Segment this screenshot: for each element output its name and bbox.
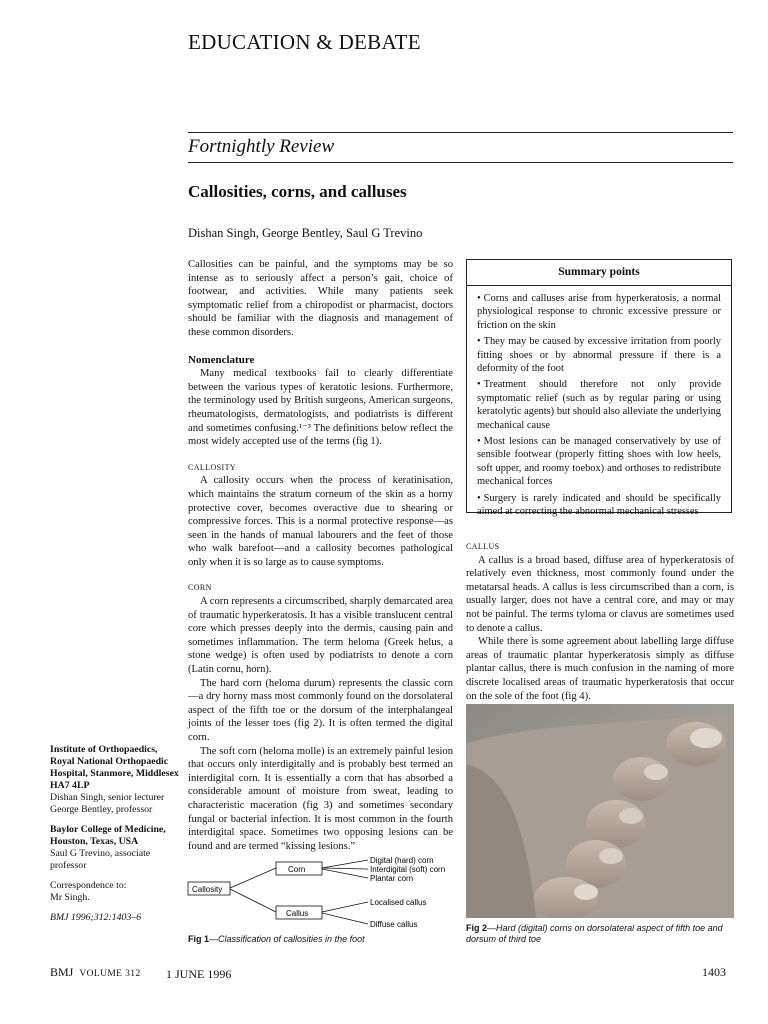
corn-type-label: Plantar corn: [370, 874, 414, 883]
callosity-label: Callosity: [192, 885, 223, 894]
series-title: Fortnightly Review: [188, 136, 335, 157]
corn-type-label: Interdigital (soft) corn: [370, 865, 446, 874]
main-column: [188, 258, 453, 853]
affiliation-institute-1: Institute of Orthopaedics, Royal National Orthopaedic Hospital, Stanmore, Middlesex HA7 4LP: [50, 744, 179, 791]
corn-type-label: Digital (hard) corn: [370, 856, 434, 865]
bullet-icon: •: [477, 336, 481, 348]
callus-connectors: [322, 902, 368, 924]
summary-box: [466, 259, 732, 518]
bullet-icon: •: [477, 492, 481, 504]
toes-photograph: [466, 704, 734, 918]
bullet-icon: •: [477, 379, 481, 391]
corn-paragraph-2: The hard corn (heloma durum) represents the classic corn—a dry horny mass most commonly found on the dorsolateral aspect of the fifth toe or the dorsum of the interphalangeal joints of the lesser toes (fig 2). It is often termed the digital corn.: [188, 677, 453, 743]
callus-type-label: Localised callus: [370, 898, 427, 907]
affiliation-person-1: Dishan Singh, senior lecturer: [50, 792, 165, 803]
callus-paragraph-1: A callus is a broad based, diffuse area of hyperkeratosis of relatively even thickness, most commonly found under the metatarsal heads. A callus is less circumscribed than a corn, is usually larger, does not have a central core, and may or may not be painful. The terms tyloma or clavus are sometimes used to denote a callus.: [466, 554, 734, 634]
bullet-icon: •: [477, 436, 481, 448]
nomenclature-paragraph: Many medical textbooks fail to clearly differentiate between the various types of keratotic lesions. Furthermore, the terminology used by British surgeons, American surgeons, rheumatologists, dermatologists, and podiatrists is different and sometimes confusing.¹⁻³ The definitions below reflect the most widely accepted use of the terms (fig 1).: [188, 368, 453, 448]
footer-journal: BMJ VOLUME 312: [50, 965, 141, 979]
corn-paragraph-1: A corn represents a circumscribed, sharply demarcated area of traumatic hyperkeratosis. It has a visible translucent central core which presses deeply into the dermis, causing pain and sometimes inflammation. The term heloma (Greek helus, a stone wedge) is often used by podiatrists to denote a corn (Latin cornu, horn).: [188, 596, 453, 676]
footer-date: 1 JUNE 1996: [166, 967, 232, 981]
callus-label: Callus: [286, 909, 309, 918]
summary-title: Summary points: [467, 260, 731, 286]
classification-diagram: [186, 852, 461, 932]
section-header: EDUCATION & DEBATE: [188, 30, 421, 54]
corn-paragraph-3: The soft corn (heloma molle) is an extremely painful lesion that occurs only interdigitally and is probably best termed an interdigital corn. It is essentially a corn that has absorbed a considerable amount of moisture from sweat, leading to characteristic maceration (fig 3) and sometimes secondary fungal or bacterial infection. It is most common in the fourth interdigital space. Sometimes two opposing lesions can be found and are termed “kissing lesions.”: [188, 745, 453, 852]
callus-type-label: Diffuse callus: [370, 920, 418, 929]
summary-point: • Most lesions can be managed conservatively by use of sensible footwear (properly fitting shoes with low heels, soft upper, and roomy toebox) and orthoses to redistribute mechanical forces: [477, 436, 721, 488]
affiliation-person-3: Saul G Trevino, associate professor: [50, 848, 151, 871]
corn-heading: CORN: [188, 583, 212, 593]
callus-paragraph-2: While there is some agreement about labelling large diffuse areas of traumatic plantar hyperkeratosis simply as diffuse plantar callus, there is much confusion in the naming of more discrete localised areas of traumatic hyperkeratosis that occur on the sole of the foot (fig 4).: [466, 636, 734, 702]
connector-lines: [230, 868, 276, 912]
corn-connectors: [322, 860, 368, 878]
summary-list: [467, 286, 731, 519]
correspondence-name: Mr Singh.: [50, 892, 90, 903]
callosity-heading: CALLOSITY: [188, 462, 237, 472]
summary-point: • Treatment should therefore not only provide symptomatic relief (such as by regular paring or using keratolytic agents) but should also alleviate the underlying mechanical cause: [477, 379, 721, 431]
correspondence-label: Correspondence to:: [50, 880, 127, 891]
article-title: Callosities, corns, and calluses: [188, 182, 407, 201]
affiliation-institute-2: Baylor College of Medicine, Houston, Texas, USA: [50, 824, 166, 847]
figure1-caption: Fig 1—Classification of callosities in the foot: [188, 934, 365, 944]
article-authors: Dishan Singh, George Bentley, Saul G Trevino: [188, 226, 423, 240]
top-rule: [188, 132, 733, 133]
nomenclature-heading: Nomenclature: [188, 353, 255, 366]
bullet-icon: •: [477, 293, 481, 304]
callosity-paragraph: A callosity occurs when the process of keratinisation, which maintains the stratum corneum of the skin as a horny protective cover, becomes overactive due to shearing or compressive forces. This is a normal protective response—as seen in the hands of manual labourers and the feet of those who walk barefoot—and a callosity becomes pathological only when it is so large as to cause symptoms.: [188, 475, 453, 568]
intro-paragraph: Callosities can be painful, and the symptoms may be so intense as to seriously affect a person’s gait, choice of footwear, and activities. While many patients seek symptomatic relief from a chiropodist or pharmacist, doctors should be familiar with the diagnosis and management of these common disorders.: [188, 259, 453, 338]
corn-label: Corn: [288, 865, 306, 874]
affiliations: [50, 744, 180, 924]
citation: BMJ 1996;312:1403–6: [50, 912, 142, 923]
page-number: 1403: [702, 965, 726, 979]
second-column: [466, 540, 734, 703]
series-rule: [188, 162, 733, 163]
callus-heading: CALLUS: [466, 542, 500, 551]
summary-point: • Corns and calluses arise from hyperkeratosis, a normal physiological response to chronic excessive pressure or friction on the skin: [477, 293, 721, 331]
summary-point: • They may be caused by excessive irritation from poorly fitting shoes or by abnormal pressure if there is a deformity of the foot: [477, 336, 721, 375]
summary-point: • Surgery is rarely indicated and should be specifically aimed at correcting the abnormal mechanical stresses: [477, 492, 721, 518]
affiliation-person-2: George Bentley, professor: [50, 804, 153, 815]
figure2-caption: Fig 2—Hard (digital) corns on dorsolateral aspect of fifth toe and dorsum of third toe: [466, 923, 723, 944]
